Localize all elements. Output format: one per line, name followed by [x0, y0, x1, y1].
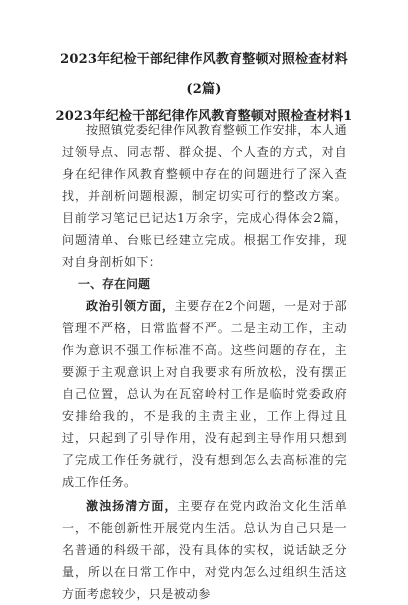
paragraph-body: 主要存在党内政治文化生活单一，不能创新性开展党内生活。总认为自己只是一名普通的科级干部，没有具体的实权，说话缺乏分量，所以在日常工作中，对党内怎么过组织生活这方面考虑较少，只是被动参 [62, 499, 347, 601]
political-guidance-text [62, 295, 347, 493]
section-title-problems: 一、存在问题 [78, 277, 151, 291]
paragraph-lead: 政治引领方面， [86, 299, 175, 313]
political-guidance-paragraph [62, 295, 347, 493]
paragraph-body: 主要存在2个问题，一是对于部管理不严格，日常监督不严。二是主动工作，主动作为意识不强工作标准不高。这些问题的存在，主要源于主观意识上对自我要求有所放松，没有摆正自己位置，总认为在瓦窑岭村工作是临时党委政府安排给我的，不是我的主责主业，工作上得过且过，只起到了引导作用，没有起到主导作用只想到了完成工作任务就行，没有想到怎么去高标准的完成工作任务。 [62, 299, 347, 489]
clean-governance-text [62, 495, 347, 605]
document-subtitle: (2篇) [186, 82, 222, 97]
section-heading: 2023年纪检干部纪律作风教育整顿对照检查材料1 [55, 109, 353, 124]
document-title: 2023年纪检干部纪律作风教育整顿对照检查材料 [60, 52, 348, 67]
intro-paragraph [62, 119, 347, 273]
paragraph-lead: 激浊扬清方面， [86, 499, 178, 513]
clean-governance-paragraph [62, 495, 347, 605]
intro-text: 按照镇党委纪律作风教育整顿工作安排，本人通过领导点、同志帮、群众提、个人查的方式，对自身在纪律作风教育整顿中存在的问题进行了深入查找，并剖析问题根源，制定切实可行的整改方案。目前学习笔记已记达1万余字，完成心得体会2篇，问题清单、台账已经建立完成。根据工作安排，现对自身剖析如下： [62, 123, 347, 269]
